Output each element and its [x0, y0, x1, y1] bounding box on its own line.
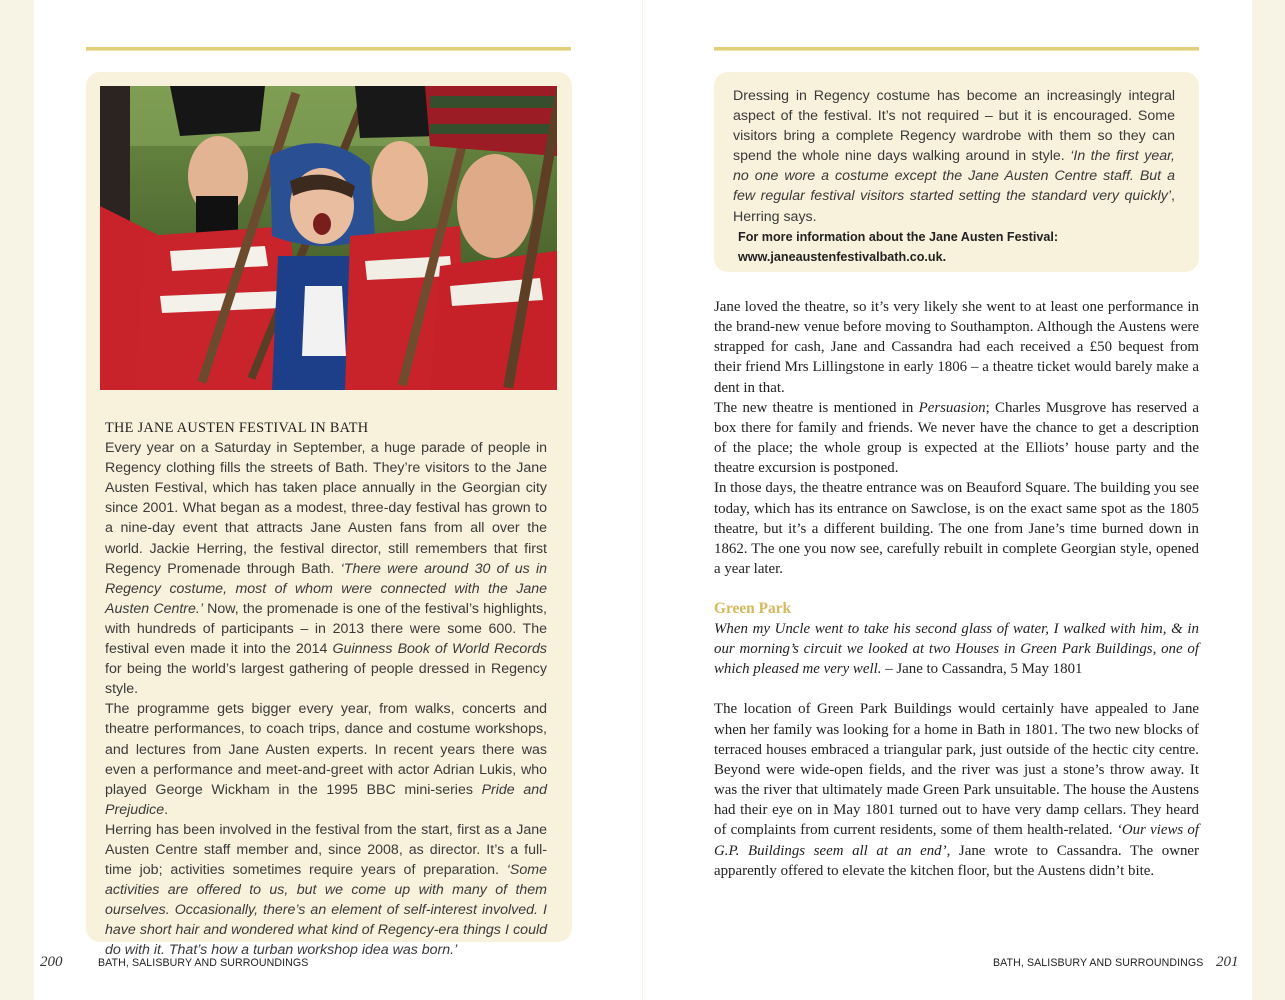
costume-paragraph: Dressing in Regency costume has become an increasingly integral aspect of the festival. It’s not required – but it is encouraged. Some visitors bring a complete Regency wardrobe with them so they can spend the whole nine days walking around in style. ‘In the first year, no one wore a costume except the Jane Austen Centre staff. But a few regular festival visitors started setting the standard very quickly’, Herring says. — [733, 88, 1175, 225]
festival-photo — [100, 86, 557, 390]
footer-right: BATH, SALISBURY AND SURROUNDINGS — [993, 957, 1204, 969]
festival-paragraph-1: Every year on a Saturday in September, a huge parade of people in Regency clothing fills the streets of Bath. They’re visitors to the Jane Austen Festival, which has taken place annually in the Georgian city since 2001. What began as a modest, three-day festival has grown to a nine-day event that attracts Jane Austen fans from all over the world. Jackie Herring, the festival director, still remembers that first Regency Promenade through Bath. ‘There were around 30 of us in Regency costume, most of whom were connected with the Jane Austen Centre.’ Now, the promenade is one of the festival’s highlights, with hundreds of participants – in 2013 there were some 600. The festival even made it into the 2014 Guinness Book of World Records for being the world’s largest gathering of people dressed in Regency style. — [105, 440, 547, 698]
green-park-heading: Green Park — [714, 600, 792, 617]
header-rule — [714, 47, 1199, 51]
green-park-paragraph: The location of Green Park Buildings would certainly have appealed to Jane when her family was looking for a home in Bath in 1801. The two new blocks of terraced houses embraced a triangular park, just outside of the hectic city centre. Beyond were wide-open fields, and the river was just a stone’s throw away. It was the river that ultimately made Green Park unsuitable. The house the Austens had their eye on in May 1801 turned out to have very damp cellars. They heard of complaints from current residents, some of them health-related. ‘Our views of G.P. Buildings seem all at an end’, Jane wrote to Cassandra. The owner apparently offered to elevate the kitchen floor, but the Austens didn’t bite. — [714, 701, 1199, 879]
theatre-paragraph-1: Jane loved the theatre, so it’s very likely she went to at least one performance in the brand-new venue before moving to Southampton. Although the Austens were strapped for cash, Jane and Cassandra had each received a £50 bequest from their friend Mrs Lillingstone in early 1806 – a theatre ticket would barely make a dent in that. — [714, 299, 1199, 396]
page-number-right: 201 — [1216, 954, 1239, 970]
festival-paragraph-3: Herring has been involved in the festival from the start, first as a Jane Austen Centre staff member and, since 2008, as director. It’s a full-time job; activities sometimes require years of preparation. ‘Some activities are offered to us, but we come up with many of them ourselves. Occasionally, there’s an element of self-interest involved. I have short hair and wondered what kind of Regency-era things I could do with it. That’s how a turban workshop idea was born.’ — [105, 821, 547, 959]
footer-left: BATH, SALISBURY AND SURROUNDINGS — [98, 957, 309, 969]
left-page — [34, 0, 642, 1000]
costume-text — [733, 86, 1175, 267]
more-info-label: For more information about the Jane Austen Festival: — [738, 229, 1059, 244]
green-park-section — [714, 599, 1199, 881]
theatre-paragraph-2: The new theatre is mentioned in Persuasion; Charles Musgrove has reserved a box there for family and friends. We never have the chance to get a description of the place; the whole group is expected at the Elliots’ house party and the theatre excursion is postponed. — [714, 399, 1199, 477]
header-rule — [86, 47, 571, 51]
page-number-left: 200 — [40, 954, 63, 970]
festival-heading: THE JANE AUSTEN FESTIVAL IN BATH — [105, 420, 369, 436]
theatre-paragraph-3: In those days, the theatre entrance was on Beauford Square. The building you see today, which has its entrance on Sawclose, is on the exact same spot as the 1805 theatre, but it’s a different building. The one from Jane’s time burned down in 1862. The one you now see, carefully rebuilt in complete Georgian style, opened a year later. — [714, 480, 1199, 578]
more-info-url[interactable]: www.janeaustenfestivalbath.co.uk. — [738, 249, 947, 264]
festival-sidebar-box — [86, 72, 572, 959]
festival-article — [105, 418, 547, 961]
festival-paragraph-2: The programme gets bigger every year, from walks, concerts and theatre performances, to coach trips, dance and costume workshops, and lectures from Jane Austen experts. In recent years there was even a performance and meet-and-greet with actor Adrian Lukis, who played George Wickham in the 1995 BBC mini-series Pride and Prejudice. — [105, 701, 547, 818]
theatre-article — [714, 297, 1199, 579]
right-page — [643, 0, 1252, 1000]
green-park-quote: When my Uncle went to take his second glass of water, I walked with him, & in our morning’s circuit we looked at two Houses in Green Park Buildings, one of which pleased me very well. – Jane to Cassandra, 5 May 1801 — [714, 621, 1199, 678]
festival-photo-illustration — [100, 86, 557, 390]
costume-sidebar-box — [714, 72, 1199, 272]
